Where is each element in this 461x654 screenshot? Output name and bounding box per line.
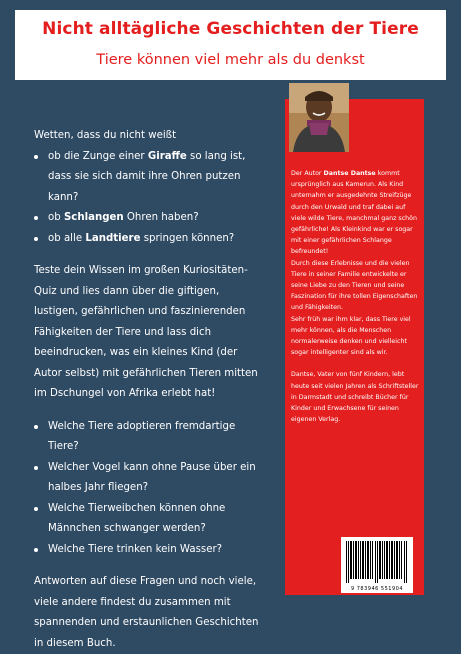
intro-list <box>34 147 264 250</box>
isbn-number: 9 783946 551904 <box>350 586 404 592</box>
title-banner <box>15 10 446 80</box>
author-name: Dantse Dantse <box>323 170 376 177</box>
blurb-column <box>34 126 264 654</box>
bio-paragraph-origin: Der Autor Dantse Dantse kommt ursprünglich aus Kamerun. Als Kind unternahm er ausgedehnte Streifzüge durch den Urwald und traf dabei auf viele wilde Tiere, manchmal ganz schön gefährliche! Als Kleinkind war er sogar mit einer gefährlichen Schlange befreundet! <box>291 170 418 256</box>
question-item: Welcher Vogel kann ohne Pause über ein halbes Jahr fliegen? <box>34 458 264 499</box>
intro-item-giraffe: ob die Zunge einer Giraffe so lang ist, dass sie sich damit ihre Ohren putzen kann? <box>34 147 264 209</box>
question-item: Welche Tiere adoptieren fremdartige Tiere? <box>34 417 264 458</box>
bio-paragraph-love: Durch diese Erlebnisse und die vielen Tiere in seiner Familie entwickelte er seine Liebe zu den Tieren und seine Faszination für ihre tollen Eigenschaften und Fähigkeiten. <box>291 259 418 312</box>
quiz-paragraph: Teste dein Wissen im großen Kuriositäten-Quiz und lies dann über die giftigen, lustigen, gefährlichen und faszinierenden Fähigkeiten der Tiere und lass dich beeindrucken, was ein kleines Kind (der Autor selbst) mit gefährlichen Tieren mitten im Dschungel von Afrika erlebt hat! <box>34 265 258 399</box>
author-bio <box>291 168 421 425</box>
intro-lead: Wetten, dass du nicht weißt <box>34 130 177 141</box>
question-list <box>34 417 264 561</box>
bio-paragraph-insight: Sehr früh war ihm klar, dass Tiere viel mehr können, als die Menschen normalerweise denken und vielleicht sogar intelligenter sind als wir. <box>291 315 411 357</box>
question-item: Welche Tiere trinken kein Wasser? <box>34 540 264 561</box>
book-subtitle: Tiere können viel mehr als du denkst <box>96 52 365 68</box>
bold-land-animals: Landtiere <box>85 232 141 244</box>
question-item: Welche Tierweibchen können ohne Männchen schwanger werden? <box>34 499 264 540</box>
bold-snakes: Schlangen <box>63 212 124 223</box>
book-title: Nicht alltägliche Geschichten der Tiere <box>42 19 419 39</box>
isbn-barcode <box>341 537 413 593</box>
bio-paragraph-today: Dantse, Vater von fünf Kindern, lebt heute seit vielen Jahren als Schriftsteller in Darmstadt und schreibt Bücher für Kinder und Erwachsene für seinen eigenen Verlag. <box>291 371 419 424</box>
author-photo <box>289 83 349 152</box>
intro-item-land-animals: ob alle Landtiere springen können? <box>34 229 264 250</box>
closing-paragraph: Antworten auf diese Fragen und noch viele, viele andere findest du zusammen mit spannenden und erstaunlichen Geschichten in diesem Buch. <box>34 576 259 649</box>
intro-item-snakes: ob Schlangen Ohren haben? <box>34 208 264 229</box>
bold-giraffe: Giraffe <box>147 150 187 162</box>
